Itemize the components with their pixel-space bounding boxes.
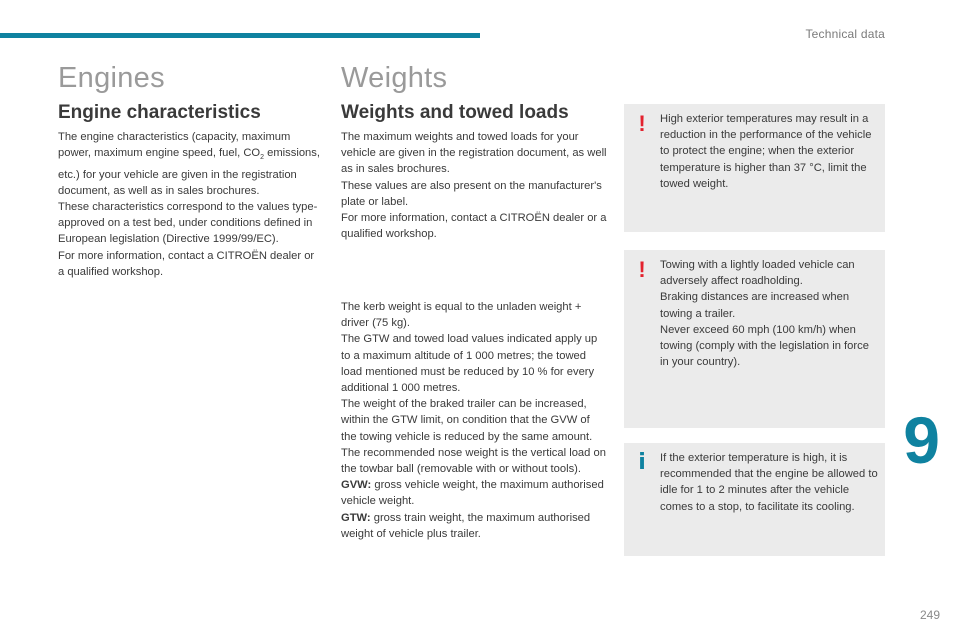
page-number: 249	[919, 608, 940, 622]
weights-title: Weights	[341, 62, 448, 94]
gtw-definition: GTW: gross train weight, the maximum authorised weight of vehicle plus trailer.	[341, 511, 591, 540]
gvw-label: GVW:	[341, 479, 372, 492]
weights-detail-2: The GTW and towed load values indicated apply up to a maximum altitude of 1 000 metres; the towed load mentioned must be reduced by 10 % for every additional 1 000 metres.	[341, 333, 598, 395]
engines-title: Engines	[58, 62, 165, 94]
weights-detail-1: The kerb weight is equal to the unladen weight + driver (75 kg).	[341, 301, 582, 330]
note-text: Towing with a lightly loaded vehicle can adversely affect roadholding. Braking distances are increased when towing a trailer. Never exceed 60 mph (100 km/h) when towing (comply with the legislation in force in your country).	[660, 259, 869, 369]
note-box-cooling-info	[624, 443, 885, 556]
weights-detail-3: The weight of the braked trailer can be increased, within the GTW limit, on condition that the GVW of the towing vehicle is reduced by the same amount.	[341, 398, 593, 443]
header-accent-bar	[0, 33, 480, 38]
engines-para-1: The engine characteristics (capacity, maximum power, maximum engine speed, fuel, $CO_2$ emissions, etc.) for your vehicle are given in the registration document, as well as in sales brochures.	[58, 131, 320, 197]
note-text: High exterior temperatures may result in a reduction in the performance of the vehicle to protect the engine; when the exterior temperature is higher than 37 °C, limit the towed weight.	[660, 113, 872, 190]
weights-intro-2: These values are also present on the manufacturer's plate or label.	[341, 179, 602, 208]
warning-icon: !	[638, 257, 646, 282]
note-box-towing-warning	[624, 250, 885, 428]
engines-body	[58, 129, 320, 280]
chapter-header-title: Technical data	[805, 27, 885, 41]
weights-detail-4: The recommended nose weight is the vertical load on the towbar ball (removable with or without tools).	[341, 446, 606, 476]
note-text: If the exterior temperature is high, it is recommended that the engine be allowed to idle for 1 to 2 minutes after the vehicle comes to a stop, to facilitate its cooling.	[660, 452, 878, 513]
engines-para-3: For more information, contact a CITROËN dealer or a qualified workshop.	[58, 249, 315, 278]
co2-subscript: 2	[260, 154, 265, 162]
weights-intro	[341, 129, 607, 242]
engines-para-2: These characteristics correspond to the values type-approved on a test bed, under conditions defined in European legislation (Directive 1999/99/EC).	[58, 201, 318, 246]
gtw-label: GTW:	[341, 511, 371, 524]
weights-towed-loads-heading: Weights and towed loads	[341, 102, 569, 123]
chapter-number: 9	[903, 403, 940, 477]
weights-intro-3: For more information, contact a CITROËN dealer or a qualified workshop.	[341, 212, 607, 241]
gvw-definition: GVW: gross vehicle weight, the maximum authorised vehicle weight.	[341, 479, 604, 508]
note-box-temperature-warning	[624, 104, 885, 232]
weights-intro-1: The maximum weights and towed loads for your vehicle are given in the registration document, as well as in sales brochures.	[341, 131, 607, 176]
info-icon: i	[638, 450, 646, 475]
warning-icon: !	[638, 111, 646, 136]
engine-characteristics-heading: Engine characteristics	[58, 102, 261, 123]
weights-details	[341, 299, 607, 542]
